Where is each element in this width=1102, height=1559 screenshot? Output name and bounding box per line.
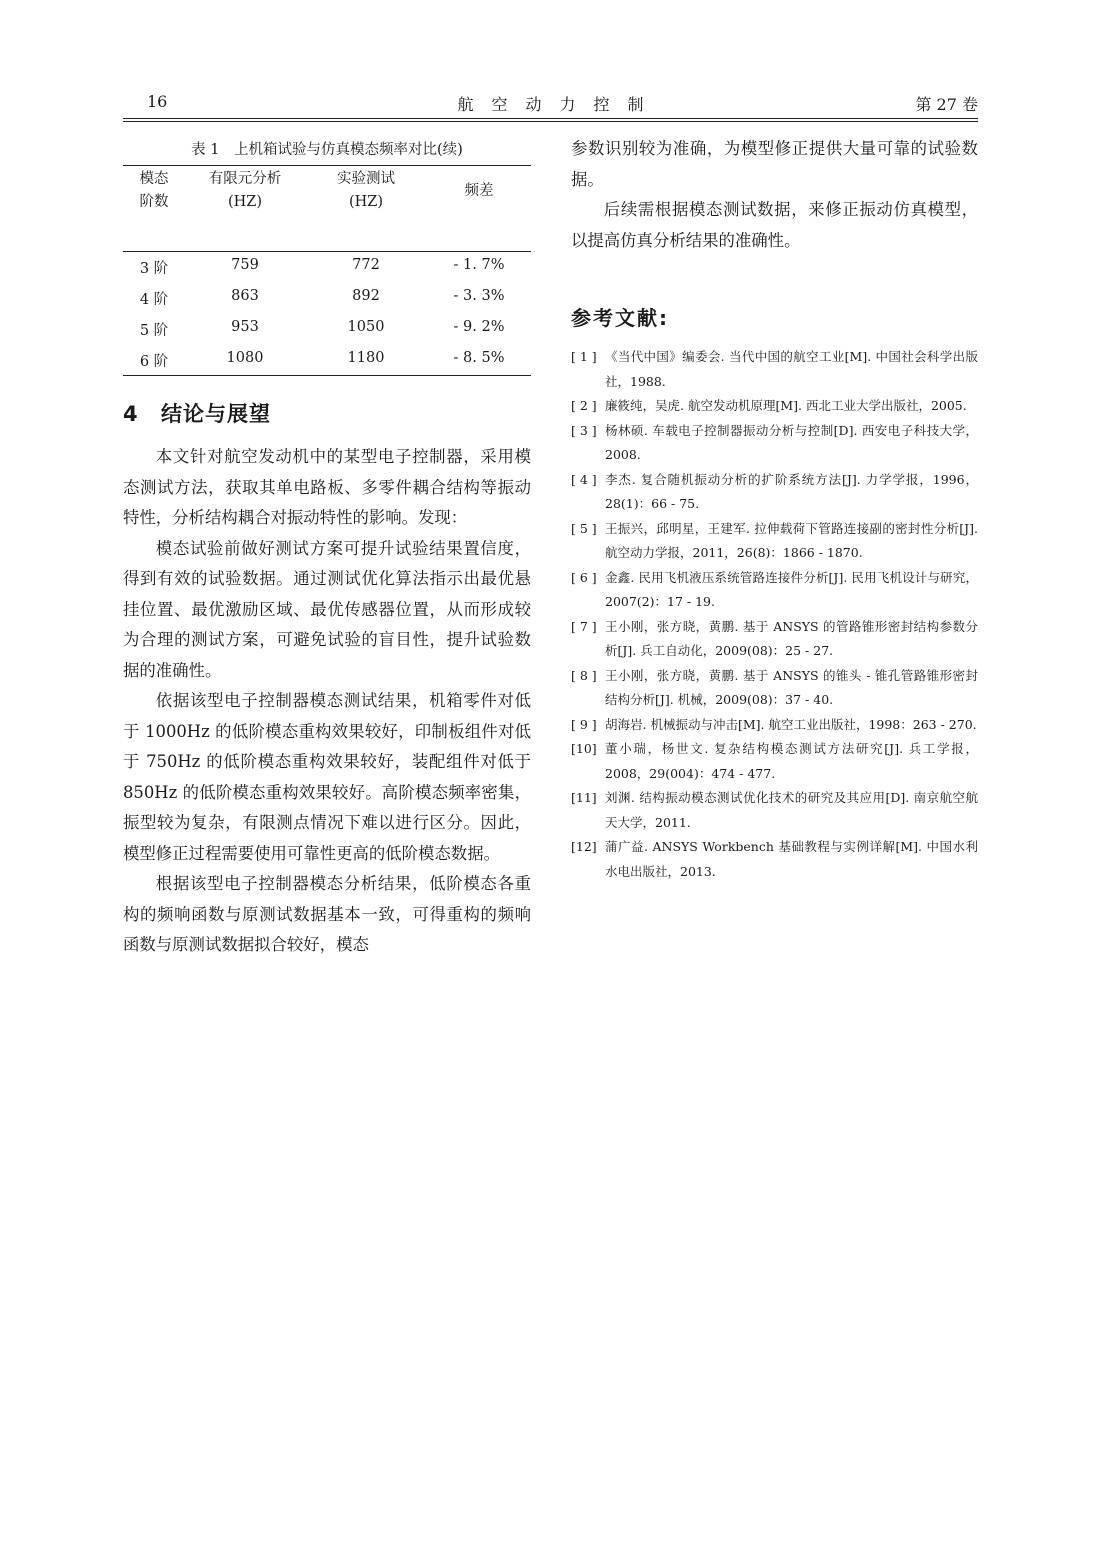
reference-item: [10] 董小瑞，杨世文. 复杂结构模态测试方法研究[J]. 兵工学报，2008，29(004)：474 - 477. — [571, 741, 978, 781]
reference-list — [571, 345, 978, 884]
frequency-table — [123, 165, 531, 376]
table-header-row — [123, 165, 531, 219]
table-row: 4 阶 863 892 - 3. 3% — [139, 288, 505, 308]
references-heading: 参考文献: — [571, 306, 669, 330]
header-rule — [123, 121, 978, 122]
header-cell-fea: 有限元分析 (HZ) — [208, 171, 282, 210]
reference-item: [ 3 ] 杨林硕. 车载电子控制器振动分析与控制[D]. 西安电子科技大学，2008. — [571, 422, 978, 462]
paragraph: 本文针对航空发动机中的某型电子控制器，采用模态测试方法，获取其单电路板、多零件耦合结构等振动特性，分析结构耦合对振动特性的影响。发现： — [123, 447, 531, 527]
header-cell-order: 模态 阶数 — [139, 171, 169, 210]
reference-item: [11] 刘渊. 结构振动模态测试优化技术的研究及其应用[D]. 南京航空航天大学，2011. — [571, 790, 978, 830]
section-number: 4 — [123, 402, 139, 426]
paragraph: 依据该型电子控制器模态测试结果，机箱零件对低于 1000Hz 的低阶模态重构效果较好，印制板组件对低于 750Hz 的低阶模态重构效果较好，装配组件对低于 850Hz 的低阶模态重构效果较好。高阶模态频率密集，振型较为复杂，有限测点情况下难以进行区分。因此，模型修正过程需要使用可靠性更高的低阶模态数据。 — [123, 691, 531, 863]
reference-item: [ 4 ] 李杰. 复合随机振动分析的扩阶系统方法[J]. 力学学报，1996，28(1)：66 - 75. — [571, 471, 978, 511]
reference-item: [ 6 ] 金鑫. 民用飞机液压系统管路连接件分析[J]. 民用飞机设计与研究，2007(2)：17 - 19. — [571, 569, 978, 609]
paragraph-continued: 参数识别较为准确，为模型修正提供大量可靠的试验数据。 — [571, 139, 978, 189]
table-row: 3 阶 759 772 - 1. 7% — [139, 257, 505, 277]
reference-item: [ 8 ] 王小刚，张方晓，黄鹏. 基于 ANSYS 的锥头 - 锥孔管路锥形密封结构分析[J]. 机械，2009(08)：37 - 40. — [571, 667, 978, 707]
reference-item: [ 9 ] 胡海岩. 机械振动与冲击[M]. 航空工业出版社，1998：263 - 270. — [571, 716, 977, 732]
reference-item: [ 1 ] 《当代中国》编委会. 当代中国的航空工业[M]. 中国社会科学出版社，1988. — [571, 349, 978, 389]
paragraph: 模态试验前做好测试方案可提升试验结果置信度，得到有效的试验数据。通过测试优化算法指示出最优悬挂位置、最优激励区域、最优传感器位置，从而形成较为合理的测试方案，可避免试验的盲目性，提升试验数据的准确性。 — [123, 538, 531, 680]
paragraph: 后续需根据模态测试数据，来修正振动仿真模型，以提高仿真分析结果的准确性。 — [571, 200, 978, 250]
page-number: 16 — [147, 92, 168, 111]
header-cell-test: 实验测试 (HZ) — [337, 171, 395, 210]
table-row: 6 阶 1080 1180 - 8. 5% — [139, 350, 505, 370]
table-bottom-rule — [123, 375, 531, 376]
reference-item: [ 2 ] 廉筱纯，吴虎. 航空发动机原理[M]. 西北工业大学出版社，2005. — [571, 398, 967, 413]
table-row: 5 阶 953 1050 - 9. 2% — [139, 319, 505, 339]
left-column — [123, 134, 531, 961]
reference-item: [12] 蒲广益. ANSYS Workbench 基础教程与实例详解[M]. 中国水利水电出版社，2013. — [571, 839, 978, 879]
journal-name: 航空动力控制 — [457, 95, 662, 114]
header-cell-diff: 频差 — [464, 183, 494, 199]
paragraph: 根据该型电子控制器模态分析结果，低阶模态各重构的频响函数与原测试数据基本一致，可得重构的频响函数与原测试数据拟合较好，模态 — [123, 874, 531, 954]
section-heading — [123, 398, 531, 428]
volume-label: 第 27 卷 — [915, 95, 978, 114]
reference-item: [ 7 ] 王小刚，张方晓，黄鹏. 基于 ANSYS 的管路锥形密封结构参数分析[J]. 兵工自动化，2009(08)：25 - 27. — [571, 618, 978, 658]
right-column — [571, 134, 978, 884]
running-header — [123, 92, 978, 119]
section-title: 结论与展望 — [161, 402, 271, 426]
table-caption: 表 1 上机箱试验与仿真模态频率对比(续) — [191, 142, 463, 158]
reference-item: [ 5 ] 王振兴，邱明星，王建军. 拉伸载荷下管路连接副的密封性分析[J]. 航空动力学报，2011，26(8)：1866 - 1870. — [571, 520, 978, 560]
